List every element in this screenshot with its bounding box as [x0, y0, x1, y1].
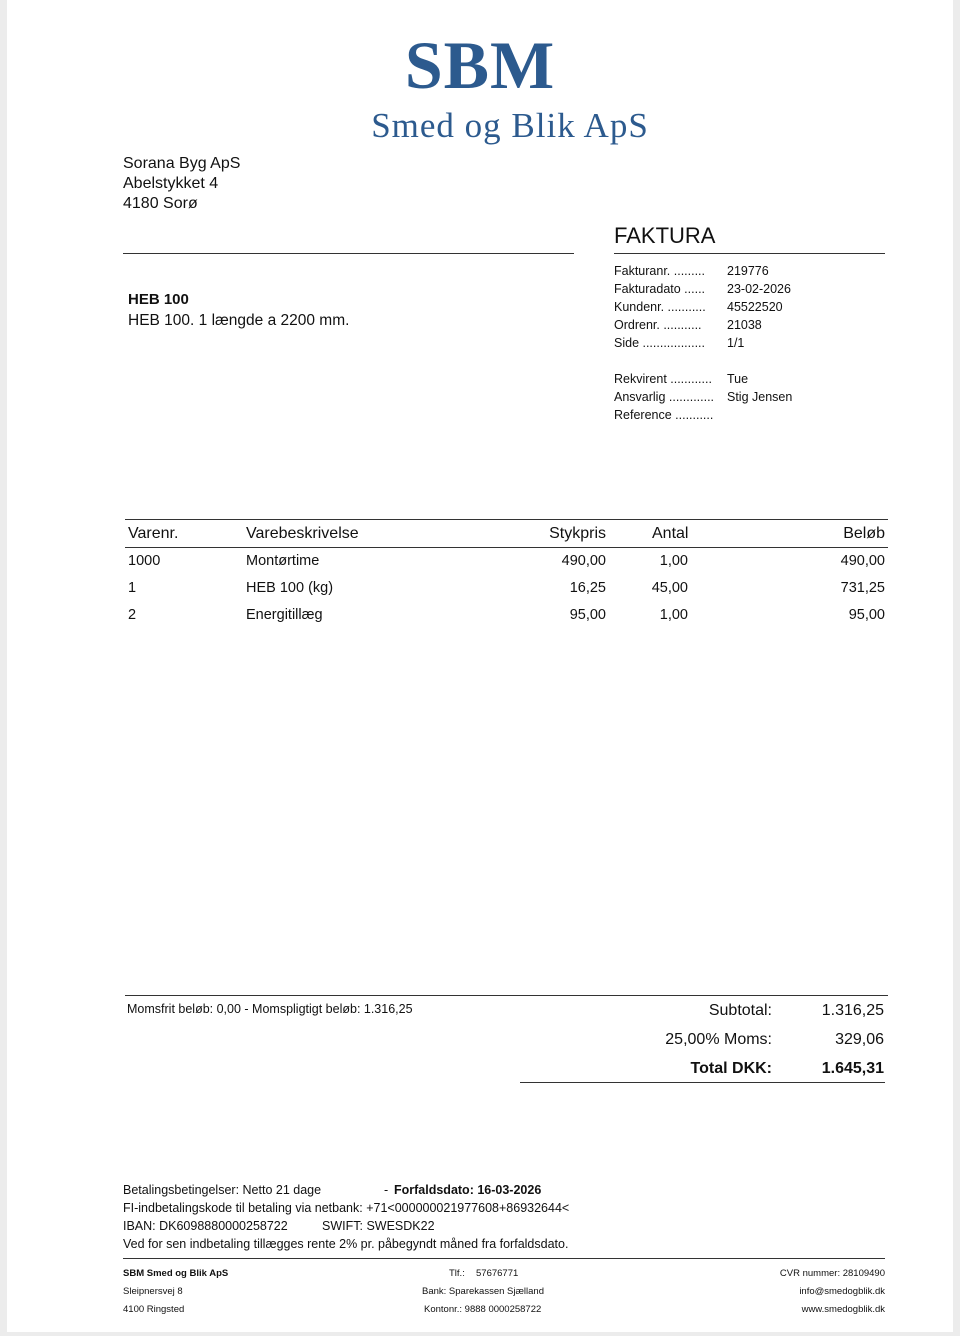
- iban: IBAN: DK6098880000258722: [123, 1219, 288, 1233]
- cell-description: Montørtime: [246, 553, 320, 569]
- cell-amount: 731,25: [840, 580, 885, 596]
- totals-top-border: [125, 995, 888, 996]
- footer-phone-label: Tlf.:: [449, 1268, 465, 1279]
- divider: [614, 253, 885, 254]
- meta-value: Tue: [727, 372, 749, 386]
- vat-value: 329,06: [835, 1031, 884, 1048]
- cell-description: HEB 100 (kg): [246, 580, 334, 596]
- meta-label: Rekvirent ............: [614, 372, 712, 386]
- description-title: HEB 100: [128, 291, 189, 308]
- cell-description: Energitillæg: [246, 607, 323, 623]
- meta-value: 45522520: [727, 300, 783, 314]
- table-header-border: [125, 547, 888, 548]
- footer-company: SBM Smed og Blik ApS: [123, 1268, 229, 1279]
- footer-bank: Bank: Sparekassen Sjælland: [422, 1286, 544, 1297]
- cell-varenr: 2: [128, 607, 137, 623]
- due-date: Forfaldsdato: 16-03-2026: [394, 1183, 542, 1197]
- meta-value: 21038: [727, 318, 762, 332]
- footer-border: [123, 1258, 885, 1259]
- logo-sbm: SBM: [404, 27, 556, 103]
- description-text: HEB 100. 1 længde a 2200 mm.: [128, 312, 350, 329]
- cell-unit-price: 490,00: [561, 553, 606, 569]
- vat-label: 25,00% Moms:: [665, 1031, 772, 1048]
- col-header-quantity: Antal: [652, 525, 689, 542]
- meta-value: 23-02-2026: [727, 282, 791, 296]
- col-header-varenr: Varenr.: [128, 525, 179, 542]
- cell-quantity: 1,00: [659, 553, 688, 569]
- recipient-address: [123, 154, 240, 214]
- cell-unit-price: 16,25: [569, 580, 606, 596]
- meta-label: Ansvarlig .............: [614, 390, 715, 404]
- fi-code: FI-indbetalingskode til betaling via netbank: +71<000000021977608+86932644<: [123, 1201, 570, 1215]
- totals-bottom-border: [520, 1082, 885, 1083]
- meta-label: Reference ...........: [614, 408, 714, 422]
- recipient-street: Abelstykket 4: [123, 175, 219, 192]
- footer-street: Sleipnersvej 8: [123, 1286, 183, 1297]
- due-prefix: -: [384, 1183, 389, 1197]
- recipient-name: Sorana Byg ApS: [123, 155, 241, 172]
- meta-label: Fakturanr. .........: [614, 264, 706, 278]
- cell-amount: 490,00: [840, 553, 885, 569]
- invoice-title: FAKTURA: [614, 223, 716, 248]
- cell-unit-price: 95,00: [569, 607, 606, 623]
- divider: [123, 253, 574, 254]
- cell-varenr: 1000: [128, 553, 161, 569]
- total-label: Total DKK:: [690, 1060, 772, 1077]
- footer-cvr: CVR nummer: 28109490: [779, 1268, 885, 1279]
- meta-label: Kundenr. ...........: [614, 300, 706, 314]
- footer-phone: 57676771: [476, 1268, 519, 1279]
- cell-quantity: 45,00: [651, 580, 688, 596]
- footer-account: Kontonr.: 9888 0000258722: [424, 1304, 542, 1315]
- logo-company-name: Smed og Blik ApS: [371, 106, 649, 145]
- vat-note: Momsfrit beløb: 0,00 - Momspligtigt beløb: 1.316,25: [127, 1002, 413, 1016]
- subtotal-label: Subtotal:: [708, 1002, 772, 1019]
- cell-amount: 95,00: [848, 607, 885, 623]
- late-payment-note: Ved for sen indbetaling tillægges rente 2% pr. påbegyndt måned fra forfaldsdato.: [123, 1237, 569, 1251]
- meta-value: 1/1: [727, 336, 745, 350]
- footer-email[interactable]: info@smedogblik.dk: [799, 1286, 885, 1297]
- cell-varenr: 1: [128, 580, 137, 596]
- col-header-description: Varebeskrivelse: [246, 525, 359, 542]
- total-value: 1.645,31: [821, 1060, 884, 1077]
- meta-value: 219776: [727, 264, 769, 278]
- subtotal-value: 1.316,25: [821, 1002, 884, 1019]
- col-header-amount: Beløb: [843, 525, 885, 542]
- footer-website[interactable]: www.smedogblik.dk: [801, 1304, 885, 1315]
- table-top-border: [125, 519, 888, 520]
- cell-quantity: 1,00: [659, 607, 688, 623]
- meta-label: Fakturadato ......: [614, 282, 706, 296]
- meta-label: Ordrenr. ...........: [614, 318, 702, 332]
- invoice-page: [7, 0, 953, 1332]
- recipient-city: 4180 Sorø: [123, 195, 198, 212]
- meta-value: Stig Jensen: [727, 390, 793, 404]
- col-header-unit-price: Stykpris: [549, 525, 606, 542]
- footer-city: 4100 Ringsted: [123, 1304, 185, 1315]
- payment-terms: Betalingsbetingelser: Netto 21 dage: [123, 1183, 322, 1197]
- swift: SWIFT: SWESDK22: [322, 1219, 435, 1233]
- meta-label: Side ..................: [614, 336, 706, 350]
